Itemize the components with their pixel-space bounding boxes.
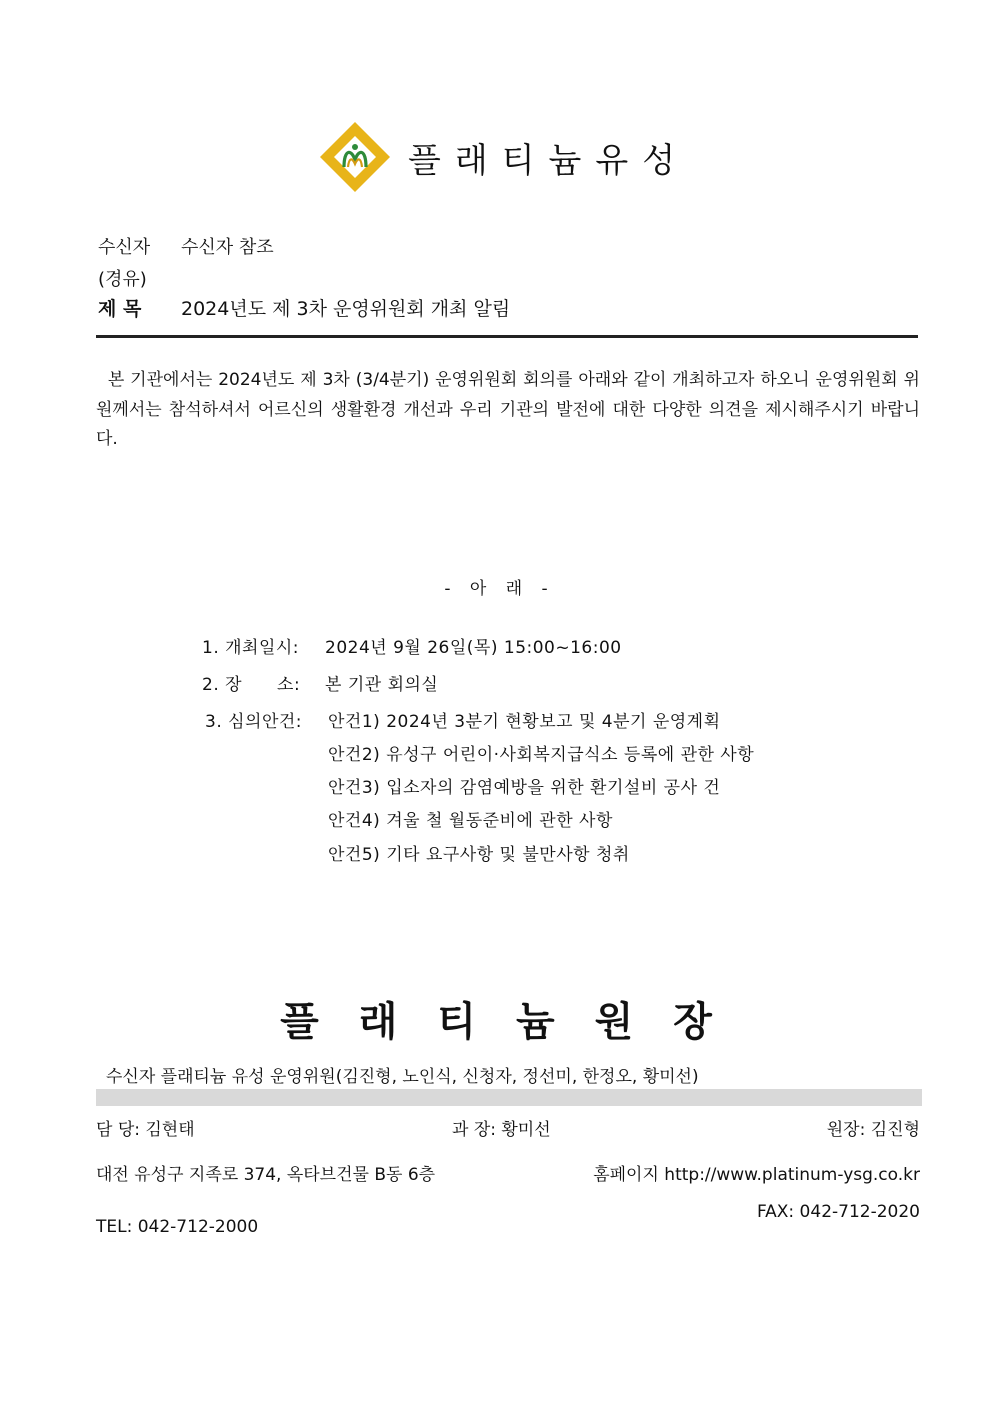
agenda-label: 3. 심의안건: — [205, 712, 303, 732]
subject-label: 제 목 — [98, 298, 142, 320]
homepage-link[interactable]: 홈페이지 http://www.platinum-ysg.co.kr — [593, 1165, 920, 1185]
subject-value: 2024년도 제 3차 운영위원회 개최 알림 — [181, 298, 511, 320]
director-title: 플래티늄원장 — [280, 999, 752, 1045]
head-of-institution: 원장: 김진형 — [826, 1120, 920, 1140]
recipient-value: 수신자 참조 — [181, 237, 274, 258]
body-paragraph-text: 본 기관에서는 2024년도 제 3차 (3/4분기) 운영위원회 회의를 아래와 같이 개최하고자 하오니 운영위원회 위원께서는 참석하셔서 어르신의 생활환경 개선과 우리 기관의 발전에 대한 다양한 의견을 제시해주시기 바랍니다. — [96, 370, 920, 449]
date-label: 1. 개최일시: — [202, 638, 300, 658]
section-chief: 과 장: 황미선 — [452, 1120, 551, 1140]
place-label: 2. 장 소: — [202, 675, 301, 695]
place-value: 본 기관 회의실 — [325, 675, 439, 695]
header-divider — [96, 335, 918, 338]
organization-logo-icon — [318, 120, 392, 194]
recipient-label: 수신자 — [98, 237, 151, 258]
staff-in-charge: 담 당: 김현태 — [96, 1120, 195, 1140]
date-value: 2024년 9월 26일(목) 15:00~16:00 — [325, 638, 622, 658]
cc-line: 수신자 플래티늄 유성 운영위원(김진형, 노인식, 신청자, 정선미, 한정오, 황미선) — [106, 1067, 699, 1087]
footer-divider-bar — [96, 1089, 922, 1106]
agenda-item: 안건2) 유성구 어린이·사회복지급식소 등록에 관한 사항 — [328, 745, 755, 765]
address: 대전 유성구 지족로 374, 옥타브건물 B동 6층 — [96, 1165, 436, 1185]
agenda-item: 안건3) 입소자의 감염예방을 위한 환기설비 공사 건 — [328, 778, 721, 798]
body-paragraph — [96, 366, 920, 455]
agenda-item: 안건5) 기타 요구사항 및 불만사항 청취 — [328, 845, 630, 865]
organization-name: 플래티늄유성 — [408, 141, 690, 181]
agenda-item: 안건4) 겨울 철 월동준비에 관한 사항 — [328, 811, 613, 831]
below-marker: - 아 래 - — [444, 579, 548, 599]
via-label: (경유) — [98, 269, 147, 290]
agenda-item: 안건1) 2024년 3분기 현황보고 및 4분기 운영계획 — [328, 712, 721, 732]
tel-number: TEL: 042-712-2000 — [96, 1217, 259, 1237]
fax-number: FAX: 042-712-2020 — [756, 1202, 920, 1222]
